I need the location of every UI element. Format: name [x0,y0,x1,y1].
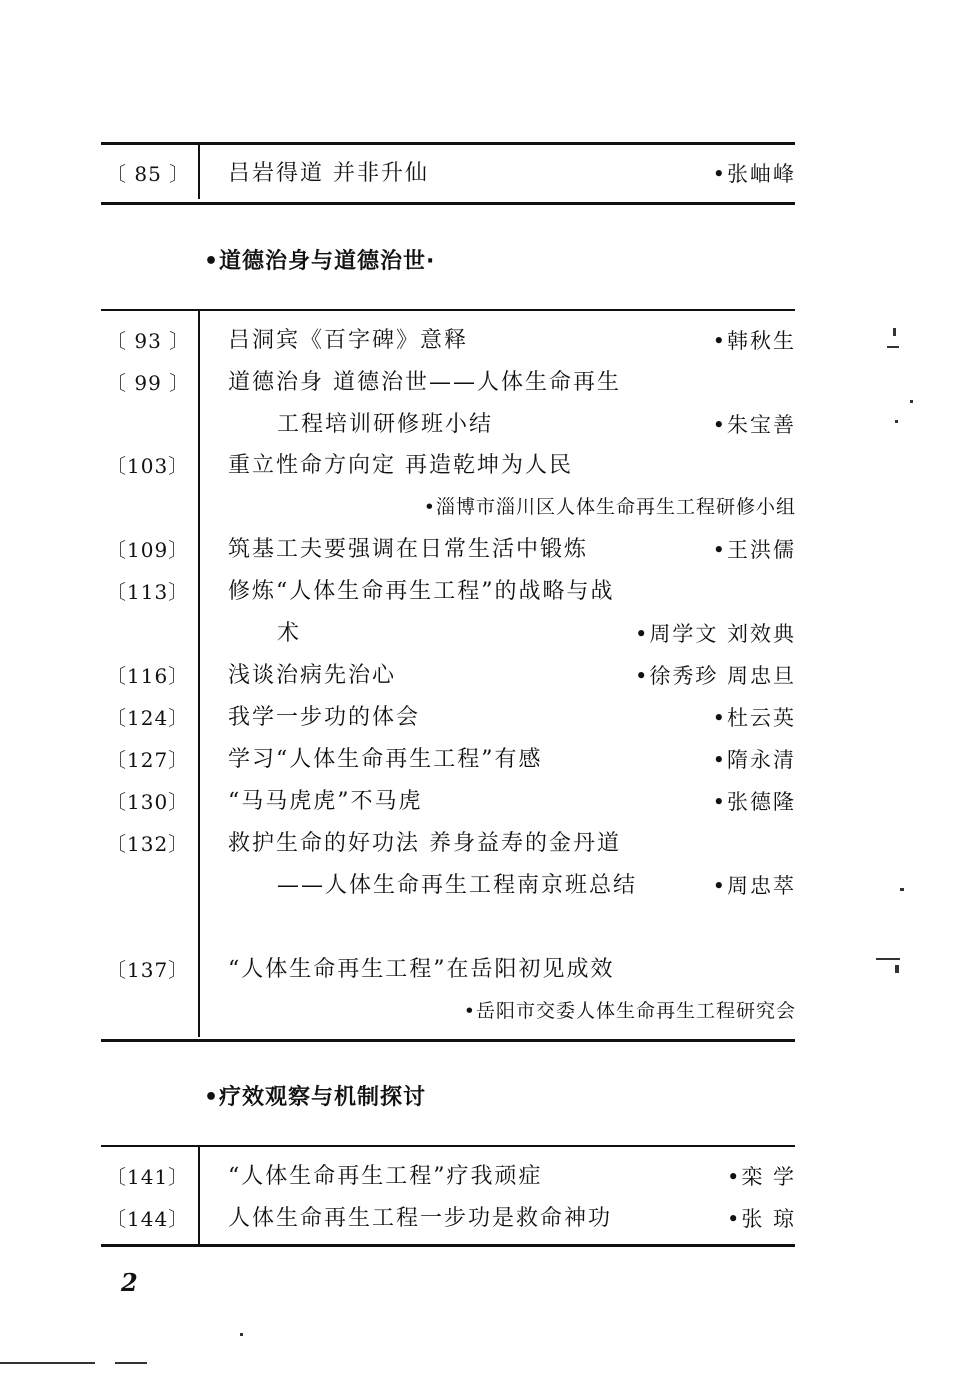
entry-author: •杜云英 [712,706,796,730]
page-number: 〔 85 〕 [106,162,191,186]
entry-title-continued: 术 [277,621,302,646]
page-number: 〔137〕 [106,958,190,982]
entry-author: •张德隆 [712,790,796,814]
scan-speck [895,965,899,973]
page-number: 〔130〕 [106,790,190,814]
section-heading: •疗效观察与机制探讨 [204,1085,427,1110]
rule [101,202,795,205]
page-number: 〔141〕 [106,1165,190,1189]
page-number: 〔109〕 [106,538,190,562]
entry-title: 救护生命的好功法 养身益寿的金丹道 [228,831,621,856]
page-number: 〔 99 〕 [106,371,191,395]
column-divider [198,1147,200,1244]
entry-author: •朱宝善 [712,413,796,437]
section-heading: •道德治身与道德治世· [204,249,436,274]
scan-speck [893,328,896,336]
scan-speck [876,958,900,960]
rule [101,1039,795,1042]
rule [101,1145,795,1147]
entry-title: 人体生命再生工程一步功是救命神功 [228,1206,613,1231]
page-number: 〔144〕 [106,1207,190,1231]
entry-author: •韩秋生 [712,329,796,353]
rule [101,1244,795,1247]
entry-author: •张 琼 [726,1207,796,1231]
entry-author: •王洪儒 [712,538,796,562]
entry-title: 重立性命方向定 再造乾坤为人民 [228,453,573,478]
page-number: 〔103〕 [106,454,190,478]
column-divider [198,311,200,1037]
page-number: 〔124〕 [106,706,190,730]
entry-title: 浅谈治病先治心 [228,663,397,688]
entry-author: •岳阳市交委人体生命再生工程研究会 [463,1000,796,1022]
scan-speck [115,1362,147,1364]
entry-title: 筑基工夫要强调在日常生活中锻炼 [228,537,589,562]
entry-title-continued: 工程培训研修班小结 [277,412,494,437]
scan-speck [887,346,899,348]
entry-title: 吕洞宾《百字碑》意释 [228,328,469,353]
entry-title: “人体生命再生工程”在岳阳初见成效 [228,957,615,982]
page-number: 〔127〕 [106,748,190,772]
entry-author: •淄博市淄川区人体生命再生工程研修小组 [423,496,796,518]
entry-author: •周忠萃 [712,874,796,898]
rule [101,142,795,145]
rule [101,309,795,311]
entry-title: 学习“人体生命再生工程”有感 [228,747,543,772]
entry-author: •徐秀珍 周忠旦 [634,664,796,688]
entry-author: •栾 学 [726,1165,796,1189]
page-number: 〔132〕 [106,832,190,856]
scan-speck [910,400,913,403]
column-divider [198,145,200,199]
entry-author: •张岫峰 [712,162,796,186]
entry-title: 修炼“人体生命再生工程”的战略与战 [228,579,615,604]
page-number: 〔116〕 [106,664,190,688]
page-number: 〔113〕 [106,580,190,604]
page-folio: 2 [121,1268,138,1297]
page-number: 〔 93 〕 [106,329,191,353]
entry-author: •周学文 刘效典 [634,622,796,646]
entry-title: “人体生命再生工程”疗我顽症 [228,1164,543,1189]
scan-speck [240,1333,243,1336]
entry-title: 我学一步功的体会 [228,705,421,730]
entry-title-continued: ——人体生命再生工程南京班总结 [277,873,638,898]
entry-title: 道德治身 道德治世——人体生命再生 [228,370,621,395]
entry-title: “马马虎虎”不马虎 [228,789,423,814]
scan-speck [895,420,898,423]
scan-speck [0,1362,95,1364]
entry-author: •隋永清 [712,748,796,772]
scan-speck [900,888,904,891]
entry-title: 吕岩得道 并非升仙 [228,161,429,186]
